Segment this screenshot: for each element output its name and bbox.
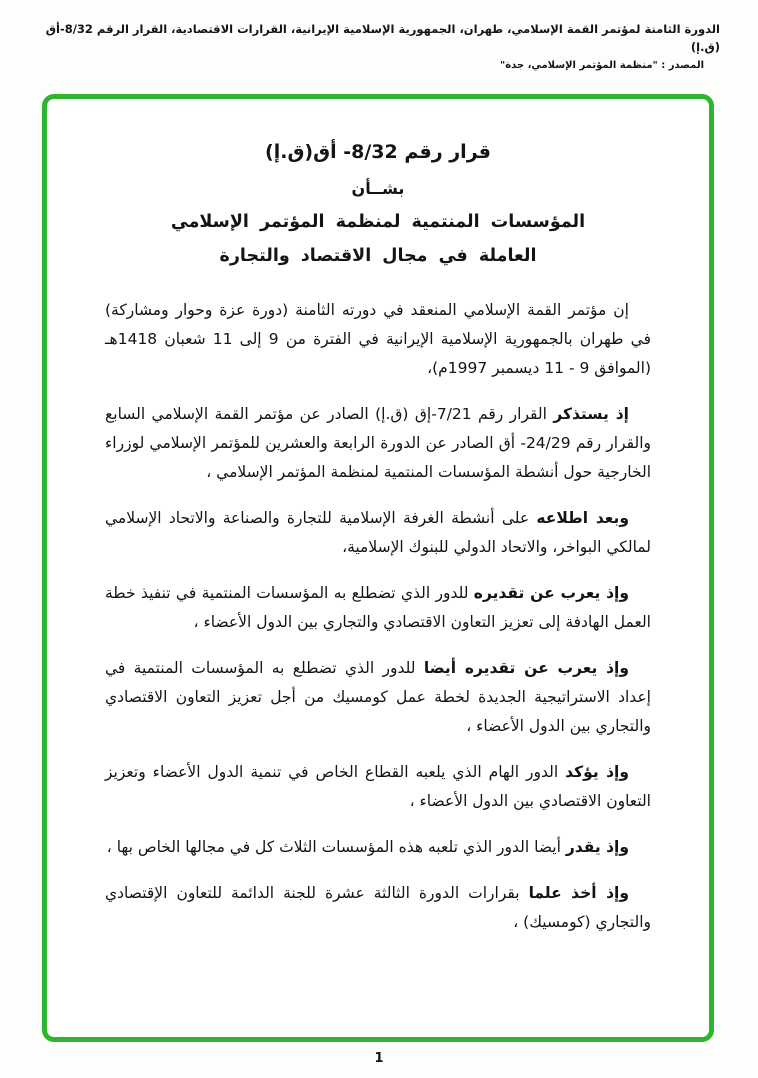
- document-card: [42, 94, 714, 1042]
- subject-line-1: المؤسسات المنتمية لمنظمة المؤتمر الإسلامي: [170, 212, 586, 232]
- paragraph-text: إن مؤتمر القمة الإسلامي المنعقد في دورته الثامنة (دورة عزة وحوار ومشاركة) في طهران بالجمهورية الإسلامية الإيرانية في الفترة من 9 إلى 11 شعبان 1418هـ (الموافق 9 - 11 ديسمبر 1997م)،: [105, 301, 651, 377]
- paragraph-lead: إذ يستذكر: [553, 405, 629, 423]
- paragraph-lead: وإذ يؤكد: [565, 763, 629, 781]
- paragraph-appreciation: [105, 579, 651, 637]
- paragraph-affirming: [105, 758, 651, 816]
- paragraph-text: القرار رقم 7/21-إق (ق.إ) الصادر عن مؤتمر القمة الإسلامي السابع والقرار رقم 24/29- أق الصادر عن الدورة الرابعة والعشرين للمؤتمر الإسلامي لوزراء الخارجية حول أنشطة المؤسسات المنتمية لمنظمة المؤتمر الإسلامي ،: [105, 405, 651, 481]
- subject-line-2: العاملة في مجال الاقتصاد والتجارة: [219, 246, 537, 266]
- paragraph-having-reviewed: [105, 504, 651, 562]
- paragraph-lead: وإذ يعرب عن تقديره أيضا: [423, 659, 630, 677]
- paragraph-text: للدور الذي تضطلع به المؤسسات المنتمية في إعداد الاستراتيجية الجديدة لخطة عمل كومسيك من أجل تعزيز التعاون الاقتصادي والتجاري بين الدول الأعضاء ،: [105, 659, 651, 735]
- paragraph-appreciation-also: [105, 654, 651, 741]
- paragraph-text: بقرارات الدورة الثالثة عشرة للجنة الدائمة للتعاون الإقتصادي والتجاري (كومسيك) ،: [105, 884, 651, 931]
- resolution-title: قرار رقم 8/32- أق(ق.إ): [265, 141, 491, 163]
- resolution-body: [105, 296, 651, 937]
- header-citation-line: الدورة الثامنة لمؤتمر القمة الإسلامي، طهران، الجمهورية الإسلامية الإيرانية، القرارات الاقتصادية، القرار الرقم 8/32-أق (ق.إ): [45, 22, 720, 55]
- header-source-line: المصدر : "منظمة المؤتمر الإسلامي، جدة": [499, 59, 704, 71]
- paragraph-text: أيضا الدور الذي تلعبه هذه المؤسسات الثلاث كل في مجالها الخاص بها ،: [106, 838, 561, 856]
- subject-label: بشــأن: [351, 179, 405, 198]
- title-block: [105, 141, 651, 266]
- paragraph-lead: وبعد اطلاعه: [536, 509, 629, 527]
- paragraph-text: للدور الذي تضطلع به المؤسسات المنتمية في تنفيذ خطة العمل الهادفة إلى تعزيز التعاون الاقتصادي والتجاري بين الدول الأعضاء ،: [105, 584, 651, 631]
- paragraph-lead: وإذ يعرب عن تقديره: [473, 584, 629, 602]
- page-number: 1: [374, 1051, 384, 1066]
- paragraph-text: الدور الهام الذي يلعبه القطاع الخاص في تنمية الدول الأعضاء وتعزيز التعاون الاقتصادي بين الدول الأعضاء ،: [105, 763, 651, 810]
- paragraph-recalling: [105, 400, 651, 487]
- paragraph-lead: وإذ يقدر: [565, 838, 629, 856]
- paragraph-preamble: [105, 296, 651, 383]
- paragraph-lead: وإذ أخذ علما: [528, 884, 629, 902]
- paragraph-valuing: [105, 833, 651, 862]
- paragraph-taking-note: [105, 879, 651, 937]
- header-citation: [38, 20, 720, 71]
- paragraph-text: على أنشطة الغرفة الإسلامية للتجارة والصناعة والاتحاد الإسلامي لمالكي البواخر، والاتحاد الدولي للبنوك الإسلامية،: [105, 509, 651, 556]
